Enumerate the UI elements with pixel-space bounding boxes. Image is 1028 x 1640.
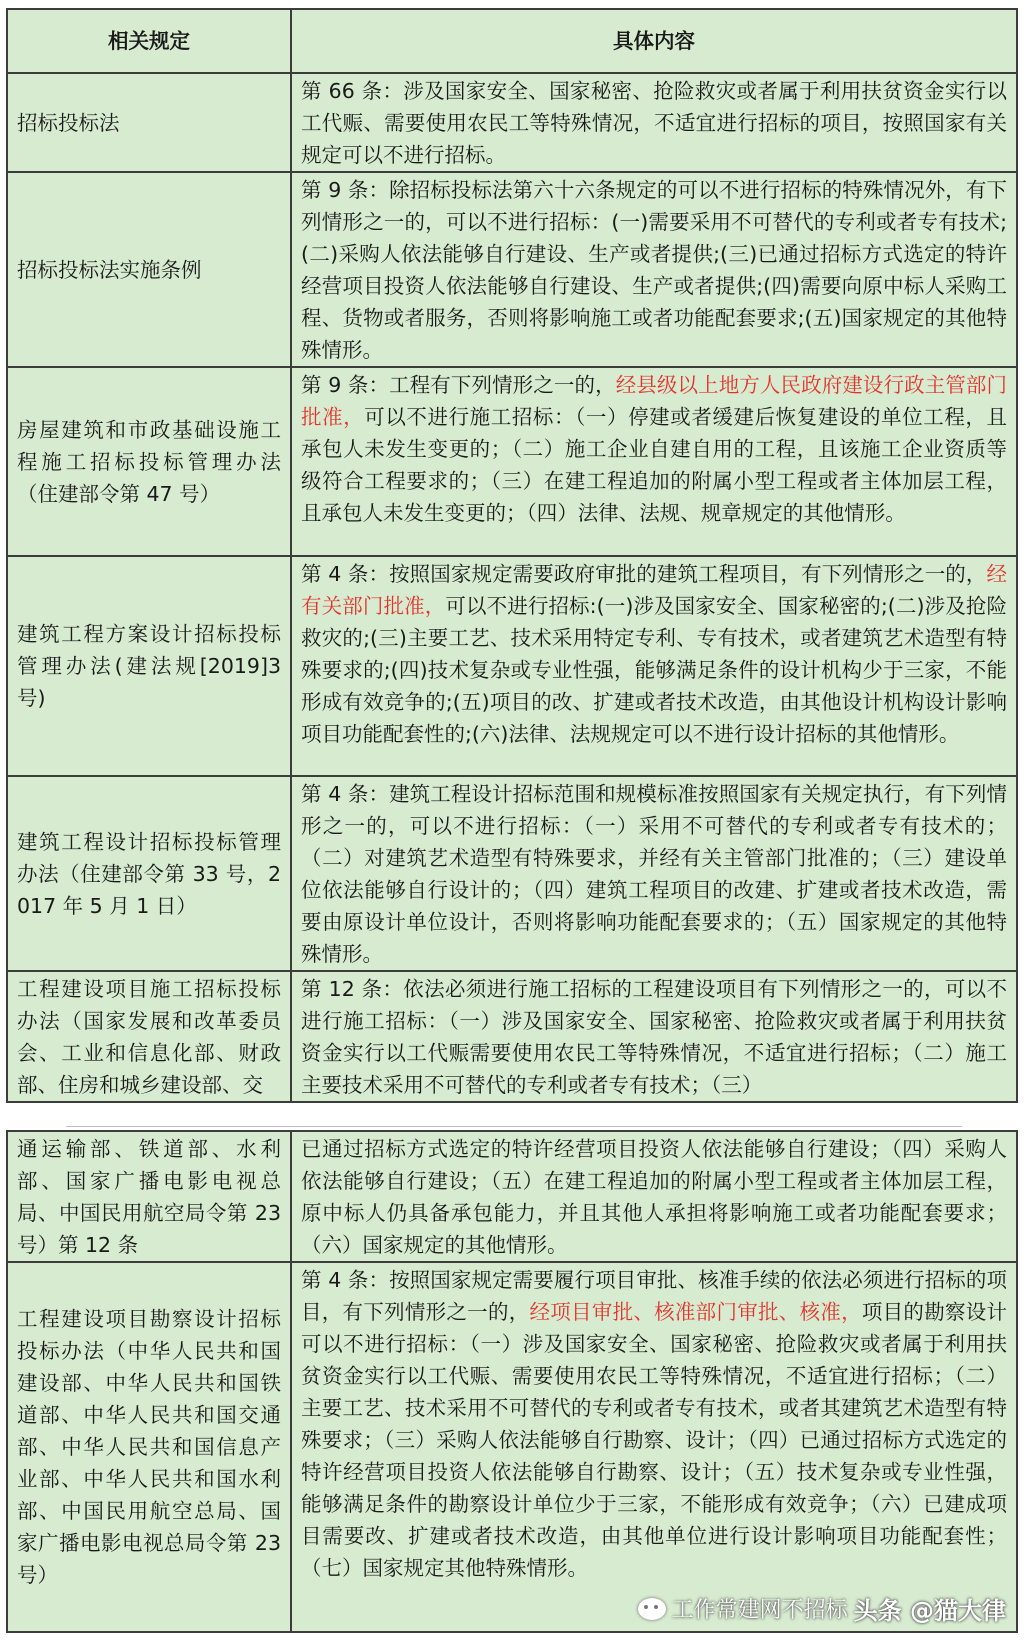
table-row: [7, 1131, 1017, 1262]
table-row: [7, 367, 1017, 556]
highlighted-text: 经项目审批、核准部门审批、核准，: [529, 1300, 862, 1324]
table-row: [7, 556, 1017, 776]
table-row: [7, 776, 1017, 971]
header-content: 具体内容: [291, 9, 1017, 73]
regulation-name: 建筑工程方案设计招标投标管理办法(建法规[2019]3 号): [7, 556, 291, 776]
table-header-row: [7, 9, 1017, 73]
regulation-name: 工程建设项目勘察设计招标投标办法（中华人民共和国建设部、中华人民共和国铁道部、中华人民共和国交通部、中华人民共和国信息产业部、中华人民共和国水利部、中国民用航空总局、国家广播电影电视总局令第 23 号）: [7, 1262, 291, 1632]
wechat-icon: [638, 1598, 666, 1620]
header-regulation: 相关规定: [7, 9, 291, 73]
regulation-content: [291, 73, 1017, 172]
regulation-name: 工程建设项目施工招标投标办法（国家发展和改革委员会、工业和信息化部、财政部、住房和城乡建设部、交: [7, 971, 291, 1102]
regulation-content: [291, 556, 1017, 776]
content-text: 第 4 条：按照国家规定需要履行项目审批、核准手续的依法必须进行招标的项目，有下列情形之一的，: [301, 1268, 1007, 1324]
regulation-name: 招标投标法实施条例: [7, 172, 291, 367]
table-row: [7, 1262, 1017, 1632]
regulation-content: [291, 971, 1017, 1102]
content-text: 可以不进行招标:(一)涉及国家安全、国家秘密的;(二)涉及抢险救灾的;(三)主要工艺、技术采用特定专利、专有技术，或者建筑艺术造型有特殊要求的;(四)技术复杂或专业性强，能够满足条件的设计机构少于三家，不能形成有效竞争的;(五)项目的改、扩建或者技术改造，由其他设计机构设计影响项目功能配套性的;(六)法律、法规规定可以不进行设计招标的其他情形。: [301, 594, 1007, 746]
highlighted-text: 经有关部门批准，: [301, 562, 1007, 618]
page-break: [0, 1120, 1028, 1130]
table-row: [7, 971, 1017, 1102]
content-text: 第 4 条：按照国家规定需要政府审批的建筑工程项目，有下列情形之一的，: [301, 562, 987, 586]
regulation-content: [291, 172, 1017, 367]
content-text: 项目的勘察设计可以不进行招标：（一）涉及国家安全、国家秘密、抢险救灾或者属于利用扶贫资金实行以工代赈、需要使用农民工等特殊情况，不适宜进行招标；（二）主要工艺、技术采用不可替代的专利或者专有技术，或者其建筑艺术造型有特殊要求；（三）采购人依法能够自行勘察、设计；（四）已通过招标方式选定的特许经营项目投资人依法能够自行勘察、设计；（五）技术复杂或专业性强，能够满足条件的勘察设计单位少于三家，不能形成有效竞争；（六）已建成项目需要改、扩建或者技术改造，由其他单位进行设计影响项目功能配套性；（七）国家规定其他特殊情形。: [301, 1300, 1008, 1580]
table-row: [7, 73, 1017, 172]
table-row: [7, 172, 1017, 367]
content-text: 第 9 条：工程有下列情形之一的，: [301, 373, 616, 397]
highlighted-text: 经县级以上地方人民政府建设行政主管部门批准，: [301, 373, 1007, 429]
regulation-name: 房屋建筑和市政基础设施工程施工招标投标管理办法（住建部令第 47 号）: [7, 367, 291, 556]
watermark-wechat: 工作常建网不招标: [671, 1598, 848, 1623]
regulation-name: 建筑工程设计招标投标管理办法（住建部令第 33 号，2017 年 5 月 1 日）: [7, 776, 291, 971]
regulation-name: 通运输部、铁道部、水利部、国家广播电影电视总局、中国民用航空局令第 23 号）第 12 条: [7, 1131, 291, 1262]
regulation-content: [291, 776, 1017, 971]
divider: [66, 1126, 962, 1127]
content-text: 可以不进行施工招标：（一）停建或者缓建后恢复建设的单位工程，且承包人未发生变更的；（二）施工企业自建自用的工程，且该施工企业资质等级符合工程要求的；（三）在建工程追加的附属小型工程或者主体加层工程，且承包人未发生变更的；（四）法律、法规、规章规定的其他情形。: [301, 405, 1007, 525]
content-text: 第 4 条：建筑工程设计招标范围和规模标准按照国家有关规定执行，有下列情形之一的，可以不进行招标：（一）采用不可替代的专利或者专有技术的；（二）对建筑艺术造型有特殊要求，并经有关主管部门批准的；（三）建设单位依法能够自行设计的；（四）建筑工程项目的改建、扩建或者技术改造，需要由原设计单位设计，否则将影响功能配套要求的；（五）国家规定的其他特殊情形。: [301, 782, 1007, 966]
regulation-table-continued: [6, 1130, 1018, 1633]
regulation-content: [291, 1131, 1017, 1262]
content-text: 第 66 条：涉及国家安全、国家秘密、抢险救灾或者属于利用扶贫资金实行以工代赈、需要使用农民工等特殊情况，不适宜进行招标的项目，按照国家有关规定可以不进行招标。: [301, 79, 1007, 167]
regulation-content: [291, 1262, 1017, 1632]
content-text: 第 12 条：依法必须进行施工招标的工程建设项目有下列情形之一的，可以不进行施工招标：（一）涉及国家安全、国家秘密、抢险救灾或者属于利用扶贫资金实行以工代赈需要使用农民工等特殊情况，不适宜进行招标；（二）施工主要技术采用不可替代的专利或者专有技术；（三）: [301, 977, 1007, 1097]
content-text: 第 9 条：除招标投标法第六十六条规定的可以不进行招标的特殊情况外，有下列情形之一的，可以不进行招标：(一)需要采用不可替代的专利或者专有技术;(二)采购人依法能够自行建设、生产或者提供;(三)已通过招标方式选定的特许经营项目投资人依法能够自行建设、生产或者提供;(四)需要向原中标人采购工程、货物或者服务，否则将影响施工或者功能配套要求;(五)国家规定的其他特殊情形。: [301, 178, 1007, 362]
content-text: 已通过招标方式选定的特许经营项目投资人依法能够自行建设；（四）采购人依法能够自行建设；（五）在建工程追加的附属小型工程或者主体加层工程，原中标人仍具备承包能力，并且其他人承担将影响施工或者功能配套要求；（六）国家规定的其他情形。: [301, 1137, 1007, 1257]
regulation-table: [6, 8, 1018, 1103]
regulation-name: 招标投标法: [7, 73, 291, 172]
watermark: [638, 1591, 1006, 1626]
regulation-content: [291, 367, 1017, 556]
watermark-toutiao: 头条 @猫大律: [853, 1597, 1006, 1625]
